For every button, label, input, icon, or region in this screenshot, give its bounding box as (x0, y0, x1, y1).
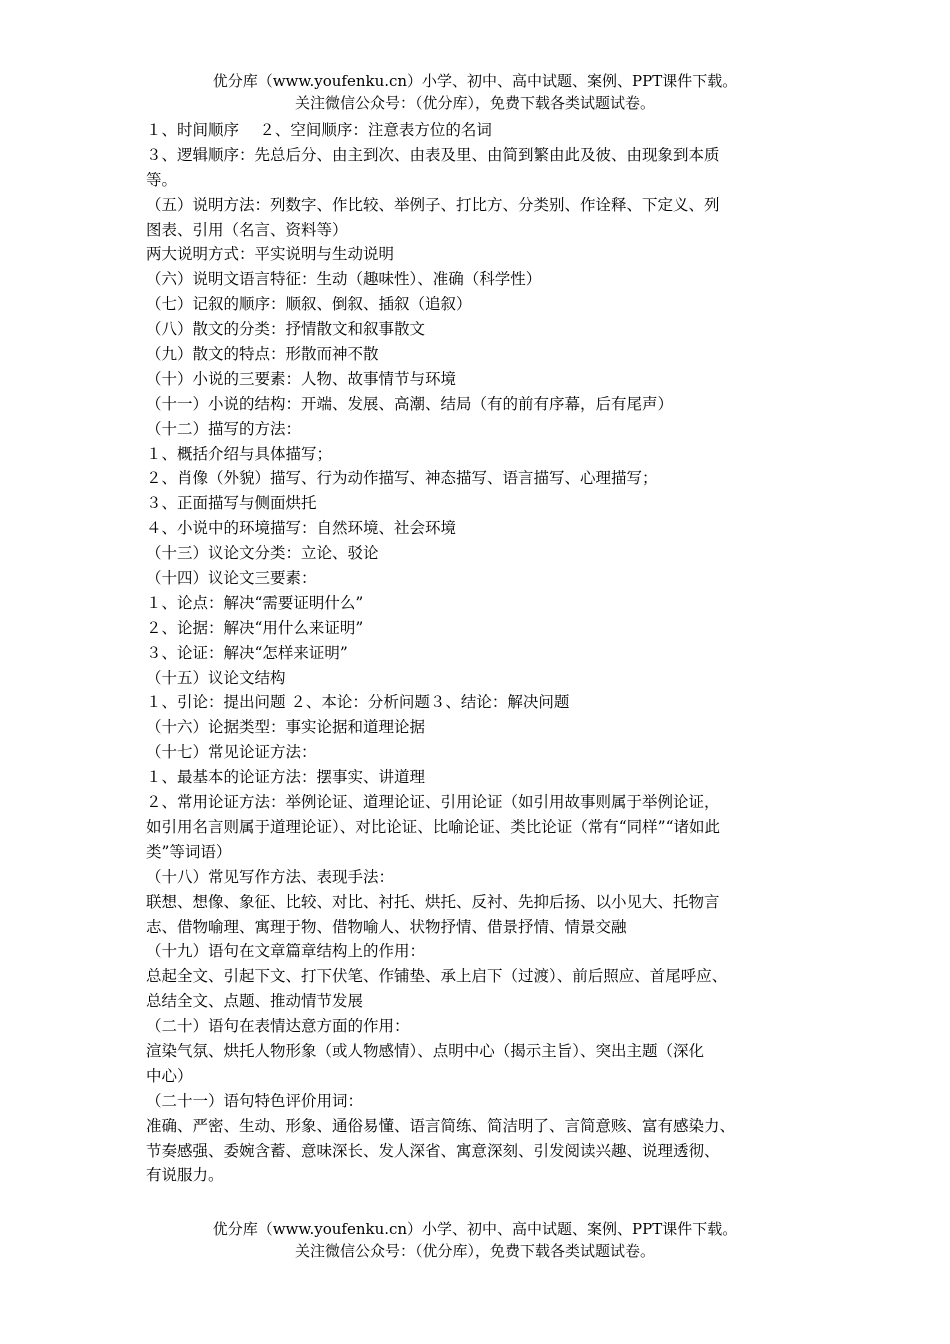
text-line: （十九）语句在文章篇章结构上的作用： (146, 942, 426, 961)
footer-line-2: 关注微信公众号：（优分库），免费下载各类试题试卷。 (294, 1242, 655, 1260)
text-line: （十八）常见写作方法、表现手法： (146, 867, 395, 886)
text-line: 图表、引用（名言、资料等） (146, 220, 348, 239)
text-line: （七）记叙的顺序：顺叙、倒叙、插叙（追叙） (146, 295, 472, 314)
text-line: （二十一）语句特色评价用词： (146, 1091, 364, 1110)
header-line-2: 关注微信公众号：（优分库），免费下载各类试题试卷。 (294, 94, 655, 112)
text-line: （十四）议论文三要素： (146, 569, 317, 588)
text-line: ３、正面描写与侧面烘托 (146, 494, 317, 513)
text-line: （十五）议论文结构 (146, 668, 286, 687)
text-line: （十六）论据类型：事实论据和道理论据 (146, 718, 426, 737)
text-line: ２、肖像（外貌）描写、行为动作描写、神态描写、语言描写、心理描写； (146, 469, 658, 488)
text-line: （十）小说的三要素：人物、故事情节与环境 (146, 369, 457, 388)
text-line: 中心） (146, 1066, 193, 1085)
text-line: （八）散文的分类：抒情散文和叙事散文 (146, 320, 426, 339)
text-line: （六）说明文语言特征：生动（趣味性）、准确（科学性） (146, 270, 542, 289)
text-line: （二十）语句在表情达意方面的作用： (146, 1017, 410, 1036)
text-line: 渲染气氛、烘托人物形象（或人物感情）、点明中心（揭示主旨）、突出主题（深化 (146, 1041, 705, 1060)
text-line: ４、小说中的环境描写：自然环境、社会环境 (146, 519, 457, 538)
text-line: 总起全文、引起下文、打下伏笔、作铺垫、承上启下（过渡）、前后照应、首尾呼应、 (146, 967, 728, 986)
text-line: ３、逻辑顺序：先总后分、由主到次、由表及里、由简到繁由此及彼、由现象到本质 (146, 145, 720, 164)
text-line: （十七）常见论证方法： (146, 743, 317, 762)
text-line: ２、常用论证方法：举例论证、道理论证、引用论证（如引用故事则属于举例论证， (146, 793, 720, 812)
text-line: １、最基本的论证方法：摆事实、讲道理 (146, 768, 426, 787)
text-line: １、引论：提出问题 ２、本论：分析问题３、结论：解决问题 (146, 693, 570, 712)
text-line: （五）说明方法：列数字、作比较、举例子、打比方、分类别、作诠释、下定义、列 (146, 195, 720, 214)
text-line: （十一）小说的结构：开端、发展、高潮、结局（有的前有序幕，后有尾声） (146, 394, 674, 413)
text-line: 如引用名言则属于道理论证）、对比论证、比喻论证、类比论证（常有“同样”“诸如此 (146, 817, 721, 836)
text-line: １、概括介绍与具体描写； (146, 444, 333, 463)
text-line: 两大说明方式：平实说明与生动说明 (146, 245, 395, 264)
text-line: （九）散文的特点：形散而神不散 (146, 345, 379, 364)
document-body (146, 118, 814, 1188)
page-header (0, 70, 950, 114)
text-line: 类”等词语） (146, 842, 232, 861)
text-line: 等。 (146, 170, 178, 189)
page-footer (0, 1218, 950, 1262)
text-line: ２、论据：解决“用什么来证明” (146, 618, 364, 637)
text-line: （十二）描写的方法： (146, 419, 302, 438)
text-line: ３、论证：解决“怎样来证明” (146, 643, 348, 662)
text-line: 有说服力。 (146, 1166, 224, 1185)
text-line: 总结全文、点题、推动情节发展 (146, 992, 364, 1011)
text-line: （十三）议论文分类：立论、驳论 (146, 544, 379, 563)
text-line: 联想、想像、象征、比较、对比、衬托、烘托、反衬、先抑后扬、以小见大、托物言 (146, 892, 720, 911)
text-line: １、时间顺序 ２、空间顺序：注意表方位的名词 (146, 121, 492, 139)
header-line-1: 优分库（www.youfenku.cn）小学、初中、高中试题、案例、PPT课件下载。 (212, 72, 738, 90)
text-line: １、论点：解决“需要证明什么” (146, 593, 364, 612)
footer-line-1: 优分库（www.youfenku.cn）小学、初中、高中试题、案例、PPT课件下载。 (212, 1220, 738, 1238)
text-line: 志、借物喻理、寓理于物、借物喻人、状物抒情、借景抒情、情景交融 (146, 917, 627, 936)
text-line: 准确、严密、生动、形象、通俗易懂、语言简练、简洁明了、言简意赅、富有感染力、 (146, 1116, 736, 1135)
text-line: 节奏感强、委婉含蓄、意味深长、发人深省、寓意深刻、引发阅读兴趣、说理透彻、 (146, 1141, 720, 1160)
